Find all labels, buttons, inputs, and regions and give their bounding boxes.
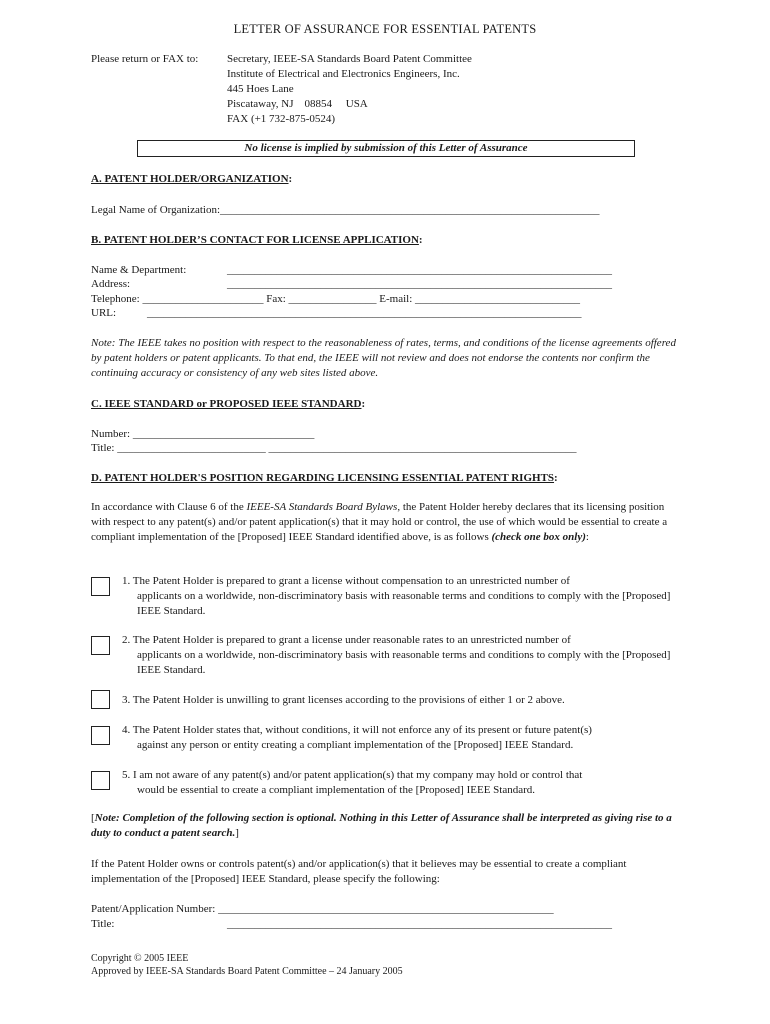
patent-number-field[interactable]: Patent/Application Number: _____________________________________________________________ (91, 903, 554, 915)
no-license-notice: No license is implied by submission of this Letter of Assurance (137, 140, 635, 157)
owns-patent-text: If the Patent Holder owns or controls patent(s) and/or application(s) that it believes may be essential to create a compliant implementation of the [Proposed] IEEE Standard, please specify the following: (91, 858, 627, 885)
ieee-position-note: Note: The IEEE takes no position with respect to the reasonableness of rates, terms, and conditions of the license agreements offered by patent holders or patent applicants. To that end, the IEEE will not review and does not endorse the contents nor confirm the continuing accuracy or consistency of any web sites listed above. (91, 337, 676, 379)
option-5-text: 5. I am not aware of any patent(s) and/or patent application(s) that my company may hold or control that would be essential to create a compliant implementation of the [Proposed] IEEE Standard. (122, 769, 583, 796)
section-b-heading: B. PATENT HOLDER’S CONTACT FOR LICENSE APPLICATION: (91, 234, 423, 246)
address-line-1: Secretary, IEEE-SA Standards Board Patent Committee (227, 53, 472, 65)
document-title: LETTER OF ASSURANCE FOR ESSENTIAL PATENTS (233, 22, 537, 36)
name-department-label: Name & Department: (91, 264, 187, 276)
patent-title-label: Title: (91, 918, 115, 930)
section-c-heading: C. IEEE STANDARD or PROPOSED IEEE STANDARD: (91, 398, 366, 410)
fax-line: FAX (+1 732-875-0524) (227, 113, 336, 125)
address-line-4: Piscataway, NJ 08854 USA (227, 98, 368, 110)
option-1-checkbox[interactable] (91, 577, 110, 596)
legal-name-field[interactable]: Legal Name of Organization:_____________________________________________________________________ (91, 204, 600, 216)
standard-number-field[interactable]: Number: _________________________________ (91, 428, 315, 440)
phone-fax-email-fields[interactable]: Telephone: ______________________ Fax: ________________ E-mail: ______________________________ (91, 293, 581, 305)
name-department-field[interactable]: ______________________________________________________________________ (227, 264, 612, 276)
approval-text: Approved by IEEE-SA Standards Board Patent Committee – 24 January 2005 (91, 966, 403, 977)
address-field[interactable]: ______________________________________________________________________ (227, 278, 612, 290)
section-d-heading: D. PATENT HOLDER'S POSITION REGARDING LICENSING ESSENTIAL PATENT RIGHTS: (91, 472, 558, 484)
address-line-3: 445 Hoes Lane (227, 83, 294, 95)
url-label: URL: (91, 307, 117, 319)
option-5-checkbox[interactable] (91, 771, 110, 790)
address-line-2: Institute of Electrical and Electronics Engineers, Inc. (227, 68, 460, 80)
option-3-checkbox[interactable] (91, 690, 110, 709)
standard-title-field[interactable]: Title: ___________________________ ________________________________________________________ (91, 442, 577, 454)
option-3-text: 3. The Patent Holder is unwilling to grant licenses according to the provisions of either 1 or 2 above. (122, 694, 565, 706)
section-a-heading: A. PATENT HOLDER/ORGANIZATION: (91, 173, 293, 185)
section-d-intro: In accordance with Clause 6 of the IEEE-SA Standards Board Bylaws, the Patent Holder hereby declares that its licensing position with respect to any patent(s) and/or patent application(s) that it may hold or control, the use of which would be essential to create a compliant implementation of the [Proposed] IEEE Standard identified above, is as follows (check one box only): (91, 501, 668, 543)
address-label: Address: (91, 278, 131, 290)
option-1-text: 1. The Patent Holder is prepared to grant a license without compensation to an unrestricted number of applicants on a worldwide, non-discriminatory basis with reasonable terms and conditions to comply with the [Proposed] IEEE Standard. (122, 575, 671, 617)
patent-title-field[interactable]: ______________________________________________________________________ (227, 918, 612, 930)
return-label: Please return or FAX to: (91, 53, 199, 65)
optional-section-note: [Note: Completion of the following section is optional. Nothing in this Letter of Assurance shall be interpreted as giving rise to a duty to conduct a patent search.] (91, 812, 672, 839)
option-2-text: 2. The Patent Holder is prepared to grant a license under reasonable rates to an unrestricted number of applicants on a worldwide, non-discriminatory basis with reasonable terms and conditions to comply with the [Proposed] IEEE Standard. (122, 634, 671, 676)
copyright-text: Copyright © 2005 IEEE (91, 953, 189, 964)
option-2-checkbox[interactable] (91, 636, 110, 655)
option-4-text: 4. The Patent Holder states that, without conditions, it will not enforce any of its present or future patent(s) against any person or entity creating a compliant implementation of the [Proposed] IEEE Standard. (122, 724, 592, 751)
option-4-checkbox[interactable] (91, 726, 110, 745)
url-field[interactable]: _______________________________________________________________________________ (147, 307, 582, 319)
